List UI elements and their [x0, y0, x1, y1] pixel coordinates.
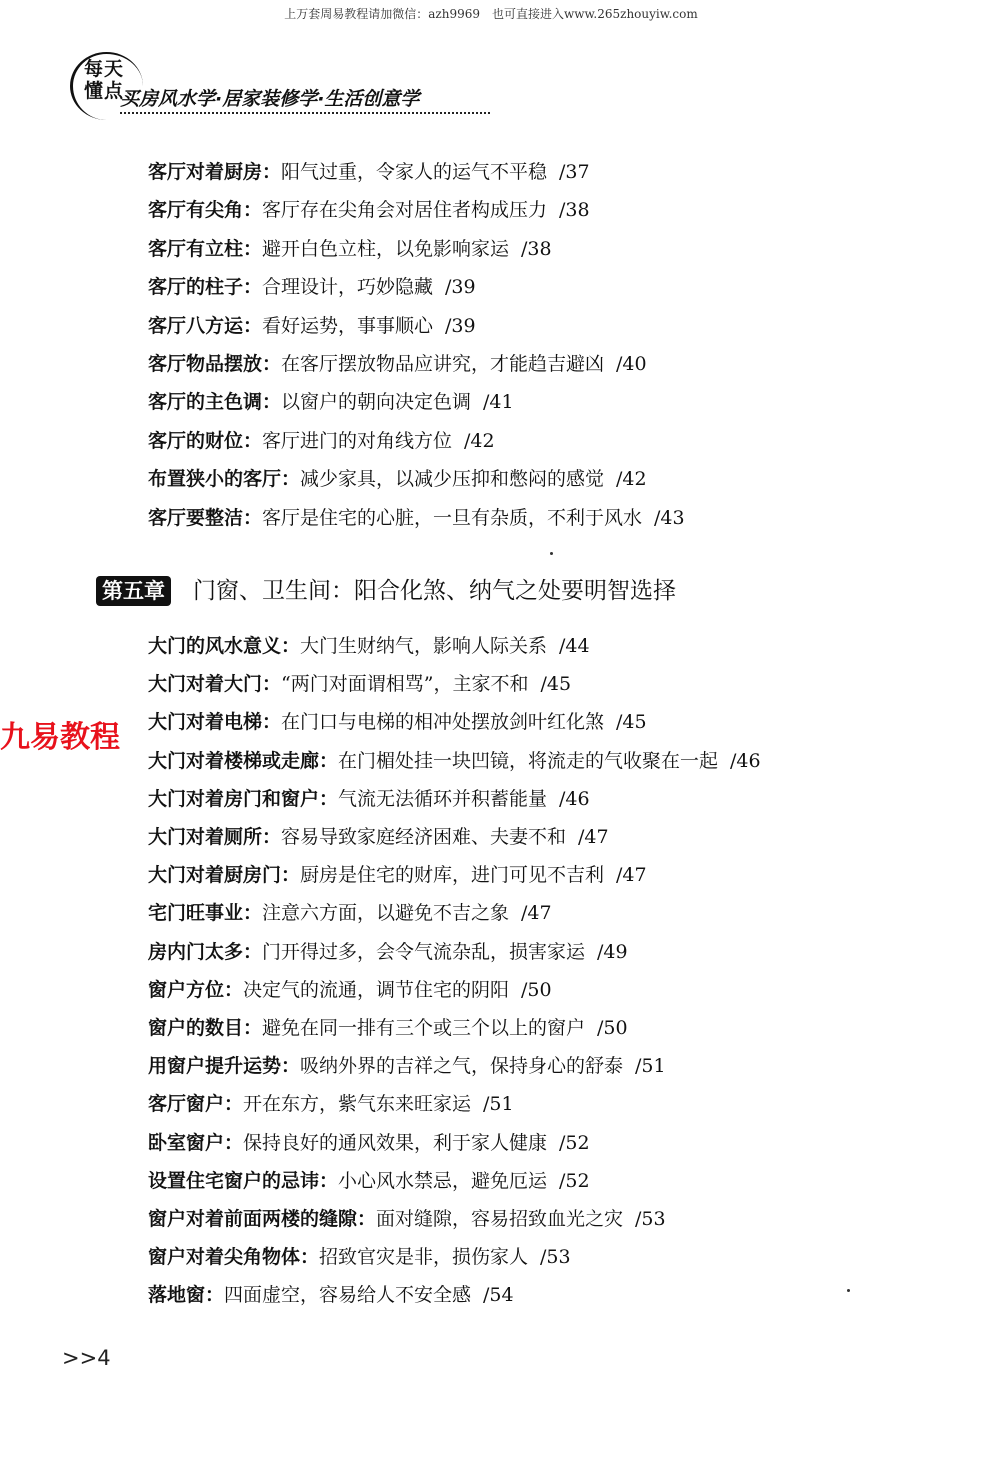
toc-entry	[148, 234, 552, 264]
entry-title: 客厅八方运：	[148, 314, 263, 337]
entry-page: /46	[730, 749, 761, 772]
toc-entry	[148, 387, 514, 417]
entry-description: 客厅存在尖角会对居住者构成压力	[262, 199, 548, 222]
toc-entry	[148, 1089, 514, 1119]
entry-title: 大门对着厕所：	[148, 826, 282, 848]
entry-title: 大门对着房门和窗户：	[148, 787, 339, 810]
print-speck	[550, 552, 553, 555]
entry-page: /47	[578, 826, 609, 848]
logo-text: 每天 懂点	[84, 58, 125, 102]
page-number: >>4	[62, 1346, 111, 1370]
toc-entry	[148, 1051, 666, 1081]
toc-entry	[148, 1166, 590, 1196]
entry-title: 窗户对着前面两楼的缝隙：	[148, 1208, 377, 1230]
entry-description: 厨房是住宅的财库，进门可见不吉利	[300, 864, 605, 887]
entry-page: /44	[559, 635, 590, 657]
entry-page: /41	[483, 391, 514, 414]
chapter-tag: 第五章	[96, 576, 171, 606]
toc-entry	[148, 707, 647, 737]
entry-description: “两门对面谓相骂”，主家不和	[281, 673, 529, 696]
toc-entry	[148, 195, 590, 225]
entry-page: /38	[559, 199, 590, 222]
entry-page: /39	[445, 314, 476, 337]
toc-entry	[148, 426, 495, 456]
entry-page: /38	[521, 237, 552, 260]
entry-title: 大门对着楼梯或走廊：	[148, 749, 339, 772]
entry-description: 减少家具，以减少压抑和憋闷的感觉	[300, 468, 605, 491]
entry-description: 客厅是住宅的心脏，一旦有杂质，不利于风水	[262, 506, 643, 529]
entry-description: 在客厅摆放物品应讲究，才能趋吉避凶	[281, 353, 605, 375]
chapter-title: 门窗、卫生间：阳合化煞、纳气之处要明智选择	[193, 578, 676, 604]
entry-title: 客厅有尖角：	[148, 199, 263, 222]
toc-entry	[148, 669, 571, 699]
toc-entry	[148, 1280, 514, 1310]
watermark-text: 九易教程	[0, 720, 120, 755]
toc-entry	[148, 311, 476, 341]
entry-title: 布置狭小的客厅：	[148, 468, 301, 491]
entry-description: 避开白色立柱，以免影响家运	[262, 237, 510, 260]
entry-description: 以窗户的朝向决定色调	[281, 391, 472, 414]
entry-page: /53	[540, 1246, 571, 1269]
entry-description: 避免在同一排有三个或三个以上的窗户	[262, 1017, 586, 1039]
entry-title: 窗户对着尖角物体：	[148, 1246, 320, 1269]
entry-title: 房内门太多：	[148, 940, 263, 963]
entry-page: /51	[635, 1055, 666, 1078]
entry-page: /43	[654, 506, 685, 529]
top-banner: 上万套周易教程请加微信：azh9969 也可直接进入www.265zhouyiw.com	[284, 7, 698, 21]
entry-page: /51	[483, 1093, 514, 1116]
entry-title: 客厅的财位：	[148, 429, 263, 452]
entry-description: 四面虚空，容易给人不安全感	[224, 1284, 472, 1307]
entry-description: 阳气过重，令家人的运气不平稳	[281, 161, 548, 183]
entry-page: /47	[521, 902, 552, 925]
entry-title: 客厅窗户：	[148, 1093, 244, 1116]
entry-page: /54	[483, 1284, 514, 1307]
toc-entry	[148, 349, 647, 379]
entry-page: /46	[559, 787, 590, 810]
entry-description: 客厅进门的对角线方位	[262, 429, 453, 452]
print-speck	[847, 1289, 850, 1292]
toc-entry	[148, 464, 647, 494]
entry-title: 大门对着电梯：	[148, 711, 282, 734]
header-tagline: 买房风水学·居家装修学·生活创意学	[120, 88, 420, 110]
toc-entry	[148, 822, 609, 852]
entry-description: 看好运势，事事顺心	[262, 314, 434, 337]
entry-description: 在门口与电梯的相冲处摆放剑叶红化煞	[281, 711, 605, 734]
entry-description: 气流无法循环并积蓄能量	[338, 787, 548, 810]
entry-page: /45	[616, 711, 647, 734]
entry-description: 面对缝隙，容易招致血光之灾	[376, 1208, 624, 1230]
entry-page: /49	[597, 940, 628, 963]
toc-entry	[148, 1204, 666, 1234]
entry-page: /40	[616, 353, 647, 375]
entry-page: /52	[559, 1131, 590, 1154]
entry-description: 注意六方面，以避免不吉之象	[262, 902, 510, 925]
entry-title: 客厅有立柱：	[148, 237, 263, 260]
entry-title: 窗户的数目：	[148, 1017, 263, 1039]
entry-title: 客厅要整洁：	[148, 506, 263, 529]
entry-description: 在门楣处挂一块凹镜，将流走的气收聚在一起	[338, 749, 719, 772]
entry-title: 设置住宅窗户的忌讳：	[148, 1169, 339, 1192]
entry-title: 用窗户提升运势：	[148, 1055, 301, 1078]
entry-description: 招致官灾是非，损伤家人	[319, 1246, 529, 1269]
entry-description: 开在东方，紫气东来旺家运	[243, 1093, 472, 1116]
entry-description: 大门生财纳气，影响人际关系	[300, 635, 548, 657]
entry-title: 落地窗：	[148, 1284, 225, 1307]
entry-title: 客厅物品摆放：	[148, 353, 282, 375]
toc-entry	[148, 272, 476, 302]
toc-entry	[148, 1128, 590, 1158]
entry-title: 大门对着大门：	[148, 673, 282, 696]
entry-description: 合理设计，巧妙隐藏	[262, 276, 434, 299]
entry-description: 小心风水禁忌，避免厄运	[338, 1169, 548, 1192]
toc-entry	[148, 157, 590, 187]
toc-entry	[148, 1242, 571, 1272]
entry-page: /50	[521, 978, 552, 1001]
entry-page: /37	[559, 161, 590, 183]
entry-page: /42	[616, 468, 647, 491]
entry-page: /52	[559, 1169, 590, 1192]
toc-entry	[148, 746, 761, 776]
toc-entry	[148, 937, 628, 967]
entry-title: 窗户方位：	[148, 978, 244, 1001]
toc-entry	[148, 1013, 628, 1043]
entry-page: /39	[445, 276, 476, 299]
chapter-heading	[96, 576, 676, 608]
entry-title: 客厅的柱子：	[148, 276, 263, 299]
entry-title: 客厅的主色调：	[148, 391, 282, 414]
entry-description: 吸纳外界的吉祥之气，保持身心的舒泰	[300, 1055, 624, 1078]
toc-entry	[148, 860, 647, 890]
entry-description: 门开得过多，会令气流杂乱，损害家运	[262, 940, 586, 963]
entry-description: 容易导致家庭经济困难、夫妻不和	[281, 826, 567, 848]
entry-title: 大门的风水意义：	[148, 635, 301, 657]
toc-entry	[148, 975, 552, 1005]
toc-entry	[148, 898, 552, 928]
entry-description: 保持良好的通风效果，利于家人健康	[243, 1131, 548, 1154]
entry-page: /45	[540, 673, 572, 696]
entry-page: /47	[616, 864, 647, 887]
toc-entry	[148, 631, 590, 661]
toc-entry	[148, 503, 685, 533]
entry-title: 客厅对着厨房：	[148, 161, 282, 183]
entry-title: 大门对着厨房门：	[148, 864, 301, 887]
entry-page: /50	[597, 1017, 628, 1039]
entry-page: /53	[635, 1208, 666, 1230]
entry-title: 宅门旺事业：	[148, 902, 263, 925]
entry-title: 卧室窗户：	[148, 1131, 244, 1154]
toc-entry	[148, 784, 590, 814]
entry-description: 决定气的流通，调节住宅的阴阳	[243, 978, 510, 1001]
entry-page: /42	[464, 429, 495, 452]
